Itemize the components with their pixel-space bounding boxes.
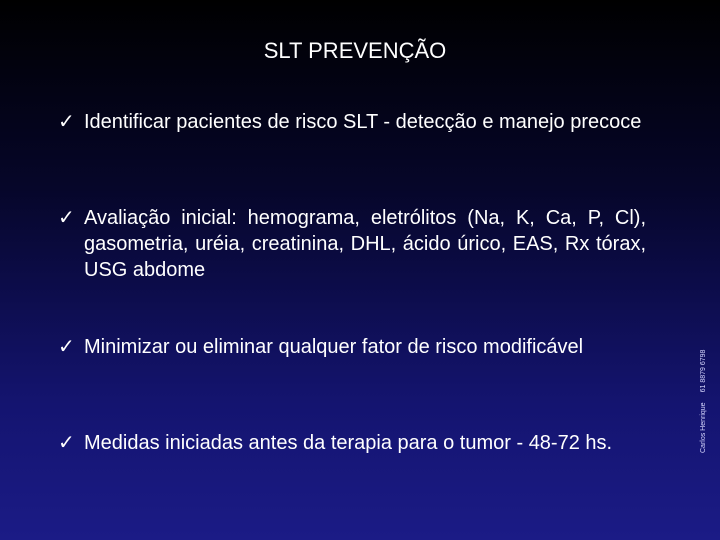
checkmark-icon: ✓	[58, 336, 75, 358]
bullet-text: Medidas iniciadas antes da terapia para o tumor - 48-72 hs.	[84, 432, 613, 454]
checkmark-icon: ✓	[58, 432, 75, 454]
bullet-item	[58, 109, 646, 135]
checkmark-icon: ✓	[58, 111, 75, 133]
slide-title: SLT PREVENÇÃO	[263, 38, 447, 63]
bullet-item	[58, 205, 646, 283]
checkmark-icon: ✓	[58, 207, 75, 229]
bullet-text: Identificar pacientes de risco SLT - detecção e manejo precoce	[84, 111, 642, 133]
credit-name: Carlos Henrique	[700, 402, 707, 453]
bullet-item	[58, 430, 646, 456]
bullet-text: Avaliação inicial: hemograma, eletrólitos (Na, K, Ca, P, Cl), gasometria, uréia, creatinina, DHL, ácido úrico, EAS, Rx tórax, USG abdome	[84, 207, 646, 281]
bullet-item	[58, 334, 646, 360]
bullet-text: Minimizar ou eliminar qualquer fator de risco modificável	[84, 336, 584, 358]
credit-phone: 61 8879 6798	[700, 349, 707, 393]
author-credit	[700, 350, 707, 453]
